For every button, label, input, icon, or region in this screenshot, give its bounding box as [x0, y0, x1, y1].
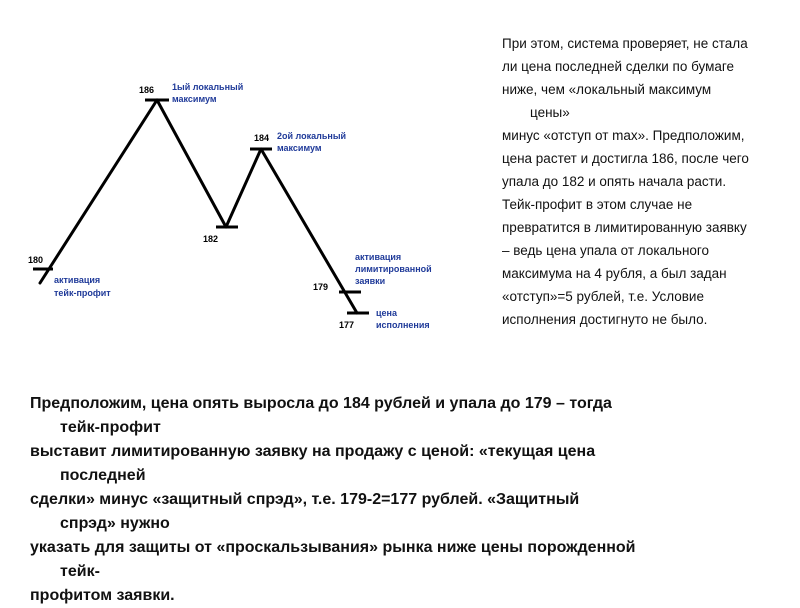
explanation-line: упала до 182 и опять начала расти. — [502, 174, 727, 189]
explanation-line: Тейк-профит в этом случае не — [502, 197, 693, 212]
price-label-182: 182 — [203, 234, 219, 244]
scenario-line: Предположим, цена опять выросла до 184 рублей и упала до 179 – тогда — [30, 395, 612, 412]
first-local-max-line-1: 1ый локальный — [172, 82, 244, 92]
explanation-line: «отступ»=5 рублей, т.е. Условие — [502, 289, 704, 304]
explanation-line: ли цена последней сделки по бумаге — [502, 59, 735, 74]
price-label-186: 186 — [139, 85, 155, 95]
scenario-paragraph — [30, 392, 795, 608]
path-segment-fall-1 — [157, 100, 226, 227]
price-label-180: 180 — [28, 255, 44, 265]
scenario-line: тейк- — [60, 563, 100, 580]
execution-price-label — [376, 308, 430, 330]
explanation-line: – ведь цена упала от локального — [502, 243, 710, 258]
scenario-line: выставит лимитированную заявку на продажу с ценой: «текущая цена — [30, 443, 596, 460]
scenario-line: спрэд» нужно — [60, 515, 170, 532]
price-label-179: 179 — [313, 282, 329, 292]
explanation-line: исполнения достигнуто не было. — [502, 312, 708, 327]
explanation-line: ниже, чем «локальный максимум — [502, 82, 712, 97]
second-local-max-line-1: 2ой локальный — [277, 131, 347, 141]
scenario-line: тейк-профит — [60, 419, 161, 436]
explanation-paragraph — [502, 32, 794, 331]
price-path-diagram — [0, 0, 480, 360]
execution-price-line-1: цена — [376, 308, 397, 318]
limit-order-activation-label — [355, 252, 434, 286]
explanation-line: максимума на 4 рубля, а был задан — [502, 266, 727, 281]
second-local-max-label — [277, 131, 349, 153]
limit-order-line-3: заявки — [355, 276, 386, 286]
scenario-line: указать для защиты от «проскальзывания» рынка ниже цены порожденной — [30, 539, 636, 556]
limit-order-line-1: активация — [355, 252, 402, 262]
price-label-184: 184 — [254, 133, 270, 143]
explanation-line: цены» — [530, 105, 570, 120]
scenario-line: профитом заявки. — [30, 587, 175, 604]
scenario-line: сделки» минус «защитный спрэд», т.е. 179-2=177 рублей. «Защитный — [30, 491, 580, 508]
path-segment-fall-2 — [261, 149, 357, 313]
first-local-max-label — [172, 82, 246, 104]
take-profit-line-2: тейк-профит — [54, 288, 111, 298]
limit-order-line-2: лимитированной — [355, 264, 432, 274]
take-profit-line-1: активация — [54, 275, 101, 285]
path-segment-rise-1 — [40, 100, 157, 283]
explanation-line: минус «отступ от max». Предположим, — [502, 128, 745, 143]
explanation-line: цена растет и достигла 186, после чего — [502, 151, 749, 166]
price-label-177: 177 — [339, 320, 355, 330]
first-local-max-line-2: максимум — [172, 94, 217, 104]
take-profit-activation-label — [54, 275, 111, 298]
explanation-line: превратится в лимитированную заявку — [502, 220, 747, 235]
second-local-max-line-2: максимум — [277, 143, 322, 153]
execution-price-line-2: исполнения — [376, 320, 430, 330]
path-segment-rise-2 — [226, 149, 261, 227]
explanation-line: При этом, система проверяет, не стала — [502, 36, 748, 51]
scenario-line: последней — [60, 467, 146, 484]
